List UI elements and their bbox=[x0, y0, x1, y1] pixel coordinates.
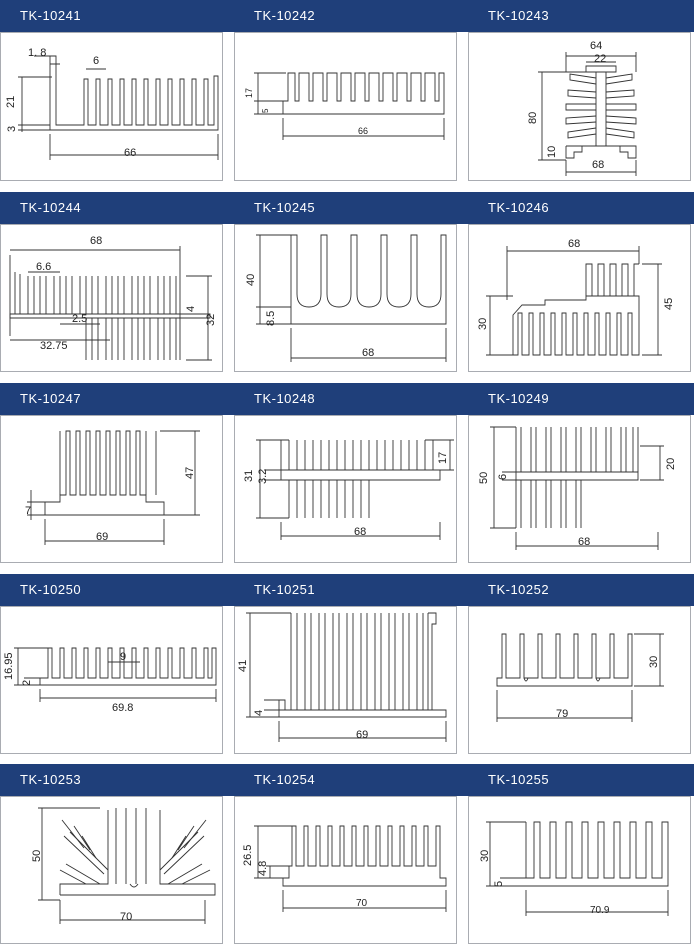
heatsink-profile bbox=[566, 66, 636, 158]
dimension-label: 7 bbox=[25, 505, 32, 517]
model-title: TK-10246 bbox=[488, 200, 550, 215]
dimension-label: 10 bbox=[546, 145, 558, 158]
dimension-label: 6 bbox=[93, 55, 100, 67]
dimension-label: 68 bbox=[578, 536, 591, 548]
dimension-label: 41 bbox=[237, 659, 249, 672]
dimension-label: 5 bbox=[261, 108, 270, 113]
dimension-label: 45 bbox=[663, 297, 675, 310]
model-title: TK-10241 bbox=[20, 8, 82, 23]
model-title: TK-10248 bbox=[254, 391, 316, 406]
model-title: TK-10249 bbox=[488, 391, 550, 406]
dimension-label: 3.2 bbox=[257, 468, 269, 484]
heatsink-profile bbox=[279, 613, 446, 717]
dimension-label: 50 bbox=[31, 849, 43, 862]
dimension-label: 4.8 bbox=[257, 860, 269, 876]
dimension-label: 2 bbox=[21, 679, 33, 686]
model-title: TK-10252 bbox=[488, 582, 550, 597]
heatsink-profile bbox=[281, 440, 440, 518]
dimension-label: 70 bbox=[120, 911, 133, 923]
dimension-label: 66 bbox=[358, 126, 369, 136]
dimension-label: 47 bbox=[184, 466, 196, 479]
dimension-label: 2.5 bbox=[72, 313, 88, 325]
dimension-label: 79 bbox=[556, 708, 569, 720]
model-title: TK-10245 bbox=[254, 200, 316, 215]
dimension-label: 69 bbox=[356, 729, 369, 741]
dimension-label: 4 bbox=[185, 305, 197, 312]
dimension-label: 68 bbox=[354, 526, 367, 538]
model-title: TK-10254 bbox=[254, 772, 316, 787]
dimension-label: 26.5 bbox=[242, 844, 254, 866]
dimension-label: 8.5 bbox=[265, 310, 277, 326]
model-title: TK-10247 bbox=[20, 391, 82, 406]
dimension-label: 6 bbox=[497, 473, 509, 480]
dimension-label: 64 bbox=[590, 40, 603, 52]
model-title: TK-10255 bbox=[488, 772, 550, 787]
dimension-label: 9 bbox=[120, 651, 127, 663]
dimension-label: 31 bbox=[243, 469, 255, 482]
dimension-label: 30 bbox=[648, 655, 660, 668]
dimension-label: 30 bbox=[479, 849, 491, 862]
dimension-label: 20 bbox=[665, 457, 677, 470]
dimension-label: 69 bbox=[96, 531, 109, 543]
dimension-label: 50 bbox=[478, 471, 490, 484]
heatsink-profile bbox=[45, 431, 164, 515]
dimension-label: 21 bbox=[5, 95, 17, 108]
dimension-label: 6.6 bbox=[36, 261, 52, 273]
heatsink-profile bbox=[516, 427, 638, 528]
dimension-label: 3 bbox=[6, 125, 18, 132]
heatsink-profile bbox=[526, 822, 668, 886]
dimension-label: 80 bbox=[527, 111, 539, 124]
dimension-label: 22 bbox=[594, 53, 607, 65]
dimension-label: 66 bbox=[124, 147, 137, 159]
heatsink-profile bbox=[283, 826, 446, 886]
heatsink-profile bbox=[513, 264, 639, 355]
dimension-label: 68 bbox=[362, 347, 375, 359]
heatsink-profile bbox=[497, 634, 632, 686]
dimension-label: 5 bbox=[493, 880, 505, 887]
heatsink-profile bbox=[291, 235, 446, 324]
heatsink-profile bbox=[60, 808, 215, 895]
dimension-label: 70 bbox=[356, 898, 368, 909]
dimension-label: 68 bbox=[592, 159, 605, 171]
dimension-label: 32 bbox=[205, 313, 217, 326]
heatsink-profile bbox=[283, 73, 444, 114]
model-title: TK-10243 bbox=[488, 8, 550, 23]
dimension-label: 17 bbox=[437, 451, 449, 464]
dimension-label: 1. 8 bbox=[28, 47, 47, 59]
model-title: TK-10251 bbox=[254, 582, 316, 597]
heatsink-profile bbox=[40, 648, 216, 685]
model-title: TK-10242 bbox=[254, 8, 316, 23]
dimension-label: 69.8 bbox=[112, 702, 134, 714]
dimension-label: 17 bbox=[244, 87, 254, 98]
dimension-label: 16.95 bbox=[3, 652, 15, 680]
dimension-label: 4 bbox=[253, 709, 265, 716]
heatsink-profile bbox=[50, 56, 218, 130]
dimension-label: 32.75 bbox=[40, 340, 68, 352]
model-title: TK-10244 bbox=[20, 200, 82, 215]
dimension-label: 68 bbox=[90, 235, 103, 247]
dimension-label: 70.9 bbox=[590, 905, 610, 916]
dimension-label: 40 bbox=[245, 273, 257, 286]
dimension-label: 30 bbox=[477, 317, 489, 330]
model-title: TK-10253 bbox=[20, 772, 82, 787]
model-title: TK-10250 bbox=[20, 582, 82, 597]
dimension-label: 68 bbox=[568, 238, 581, 250]
